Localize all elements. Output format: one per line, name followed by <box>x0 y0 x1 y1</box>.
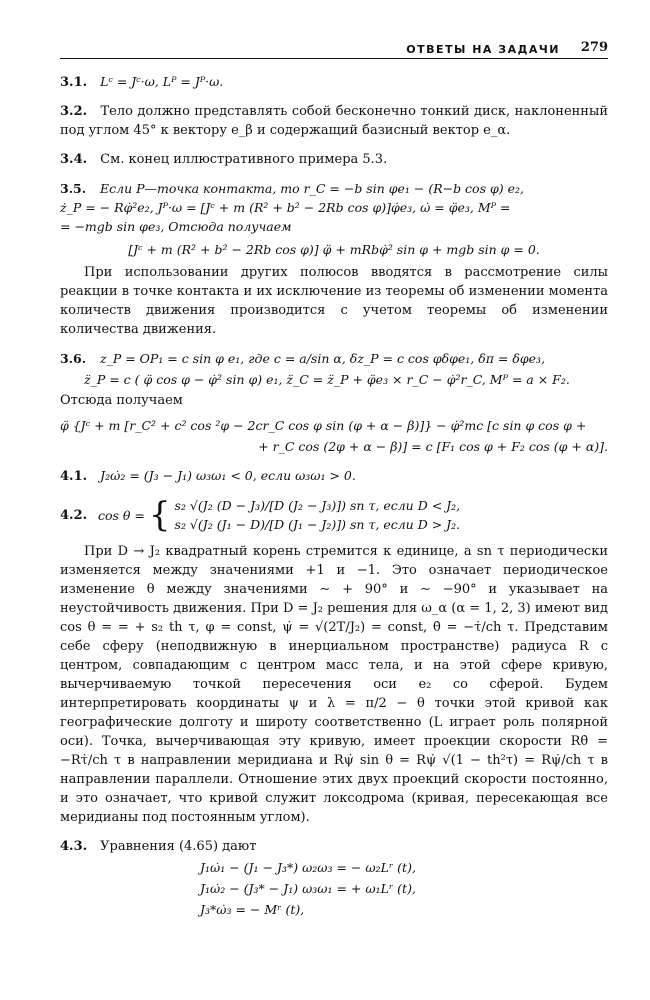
equation: J₁ω̇₁ − (J₁ − J₃*) ω₂ω₃ = − ω₂Lʳ (t), <box>200 860 416 875</box>
answer-label: 4.1. <box>60 469 88 484</box>
paragraph: При использовании других полюсов вводятся в рассмотрение силы реакции в точке контакта и их исключение из теоремы об изменении момента количеств движения производится с учетом теоремы об изменении количества движения. <box>60 265 608 337</box>
answer-4-1 <box>60 466 608 486</box>
answer-text: Уравнения (4.65) дают <box>100 839 257 854</box>
answer-label: 3.2. <box>60 104 88 119</box>
formula: J₂ω̇₂ = (J₃ − J₁) ω₃ω₁ < 0, если ω₃ω₁ > 0. <box>100 468 356 483</box>
formula-lhs: cos θ = <box>98 507 145 523</box>
page-header <box>60 36 608 59</box>
formula: Lᶜ = Jᶜ·ω, Lᴾ = Jᴾ·ω. <box>100 74 224 89</box>
case-line: s₂ √(J₂ (J₁ − D)/[D (J₁ − J₂)]) sn τ, если D > J₂. <box>174 517 461 532</box>
formula-line: z_P = OP₁ = c sin φ e₁, где c = a/sin α, δz_P = c cos φδφe₁, δπ = δφe₃, <box>99 351 546 366</box>
running-title: ОТВЕТЫ НА ЗАДАЧИ <box>406 43 560 56</box>
formula-line: ż_P = − Rφ̇²e₂, Jᴾ·ω = [Jᶜ + m (R² + b² − 2Rb cos φ)]φ̇e₃, ω̇ = φ̈e₃, Mᴾ = <box>60 200 511 215</box>
case-line: s₂ √(J₂ (D − J₃)/[D (J₂ − J₃)]) sn τ, если D < J₂, <box>174 498 461 513</box>
answer-3-4 <box>60 150 608 169</box>
formula-line: = −mgb sin φe₃, Отсюда получаем <box>60 219 292 234</box>
equation: φ̈ {Jᶜ + m [r_C² + c² cos ²φ − 2cr_C cos φ sin (φ + α − β)]} − φ̇²mc [c sin φ cos φ + <box>60 418 587 433</box>
answer-4-3 <box>60 837 608 919</box>
answer-label: 4.3. <box>60 839 88 854</box>
answer-3-1 <box>60 72 608 92</box>
answer-3-5 <box>60 179 608 339</box>
page-number: 279 <box>580 40 608 55</box>
answer-label: 4.2. <box>60 507 88 523</box>
page-content <box>60 72 608 925</box>
answer-4-2 <box>60 496 608 827</box>
formula-line: Если P—точка контакта, то r_C = −b sin φe₁ − (R−b cos φ) e₂, <box>99 181 524 196</box>
equation: + r_C cos (2φ + α − β)] = c [F₁ cos φ + F₂ cos (φ + α)]. <box>258 439 608 454</box>
equation: J₃*ω̇₃ = − Mʳ (t), <box>200 902 305 917</box>
answer-3-6 <box>60 349 608 456</box>
answer-label: 3.6. <box>60 351 87 366</box>
answer-label: 3.4. <box>60 152 88 167</box>
equation: [Jᶜ + m (R² + b² − 2Rb cos φ)] φ̈ + mRbφ̇² sin φ + mgb sin φ = 0. <box>128 242 540 257</box>
brace-symbol: { <box>148 495 171 535</box>
paragraph: При D → J₂ квадратный корень стремится к единице, а sn τ периодически изменяется между значениями +1 и −1. Это означает периодическое изменение θ между значениями ∼ + 90° и ∼ −90° и указывает на неустойчивость движения. При D = J₂ решения для ω_α (α = 1, 2, 3) имеют вид cos θ = = + s₂ th τ, φ = const, ψ̇ = √(2T/J₂) = const, θ̇ = −τ̇/ch τ. Представим себе сферу (неподвижную в инерциальном пространстве) радиуса R с центром, совпадающим с центром масс тела, и на этой сфере кривую, вычерчиваемую точкой пересечения оси e₂ со сферой. Будем интерпретировать координаты ψ и λ = π/2 − θ точки этой кривой как географические долготу и широту соответственно (L играет роль полярной оси). Точка, вычерчивающая эту кривую, имеет проекции скорости Rθ̇ = −Rτ̇/ch τ в направлении меридиана и Rψ̇ sin θ = Rψ̇ √(1 − th²τ) = Rψ̇/ch τ в направлении параллели. Отношение этих двух проекций скорости постоянно, и это означает, что кривой служит локсодрома (кривая, пересекающая все меридианы под постоянным углом). <box>60 544 608 825</box>
formula-line: Отсюда получаем <box>60 393 183 408</box>
formula-line: z̈_P = c ( φ̈ cos φ − φ̇² sin φ) e₁, z̈_C = z̈_P + φ̈e₃ × r_C − φ̇²r_C, Mᴾ = a × F₂. <box>84 372 570 387</box>
answer-3-2 <box>60 102 608 140</box>
answer-label: 3.5. <box>60 181 87 196</box>
answer-text: Тело должно представлять собой бесконечно тонкий диск, наклоненный под углом 45° к вектору e_β и содержащий базисный вектор e_α. <box>60 104 608 138</box>
equation: J₁ω̇₂ − (J₃* − J₁) ω₃ω₁ = + ω₁Lʳ (t), <box>200 881 416 896</box>
answer-text: См. конец иллюстративного примера 5.3. <box>100 152 388 167</box>
answer-label: 3.1. <box>60 75 88 90</box>
